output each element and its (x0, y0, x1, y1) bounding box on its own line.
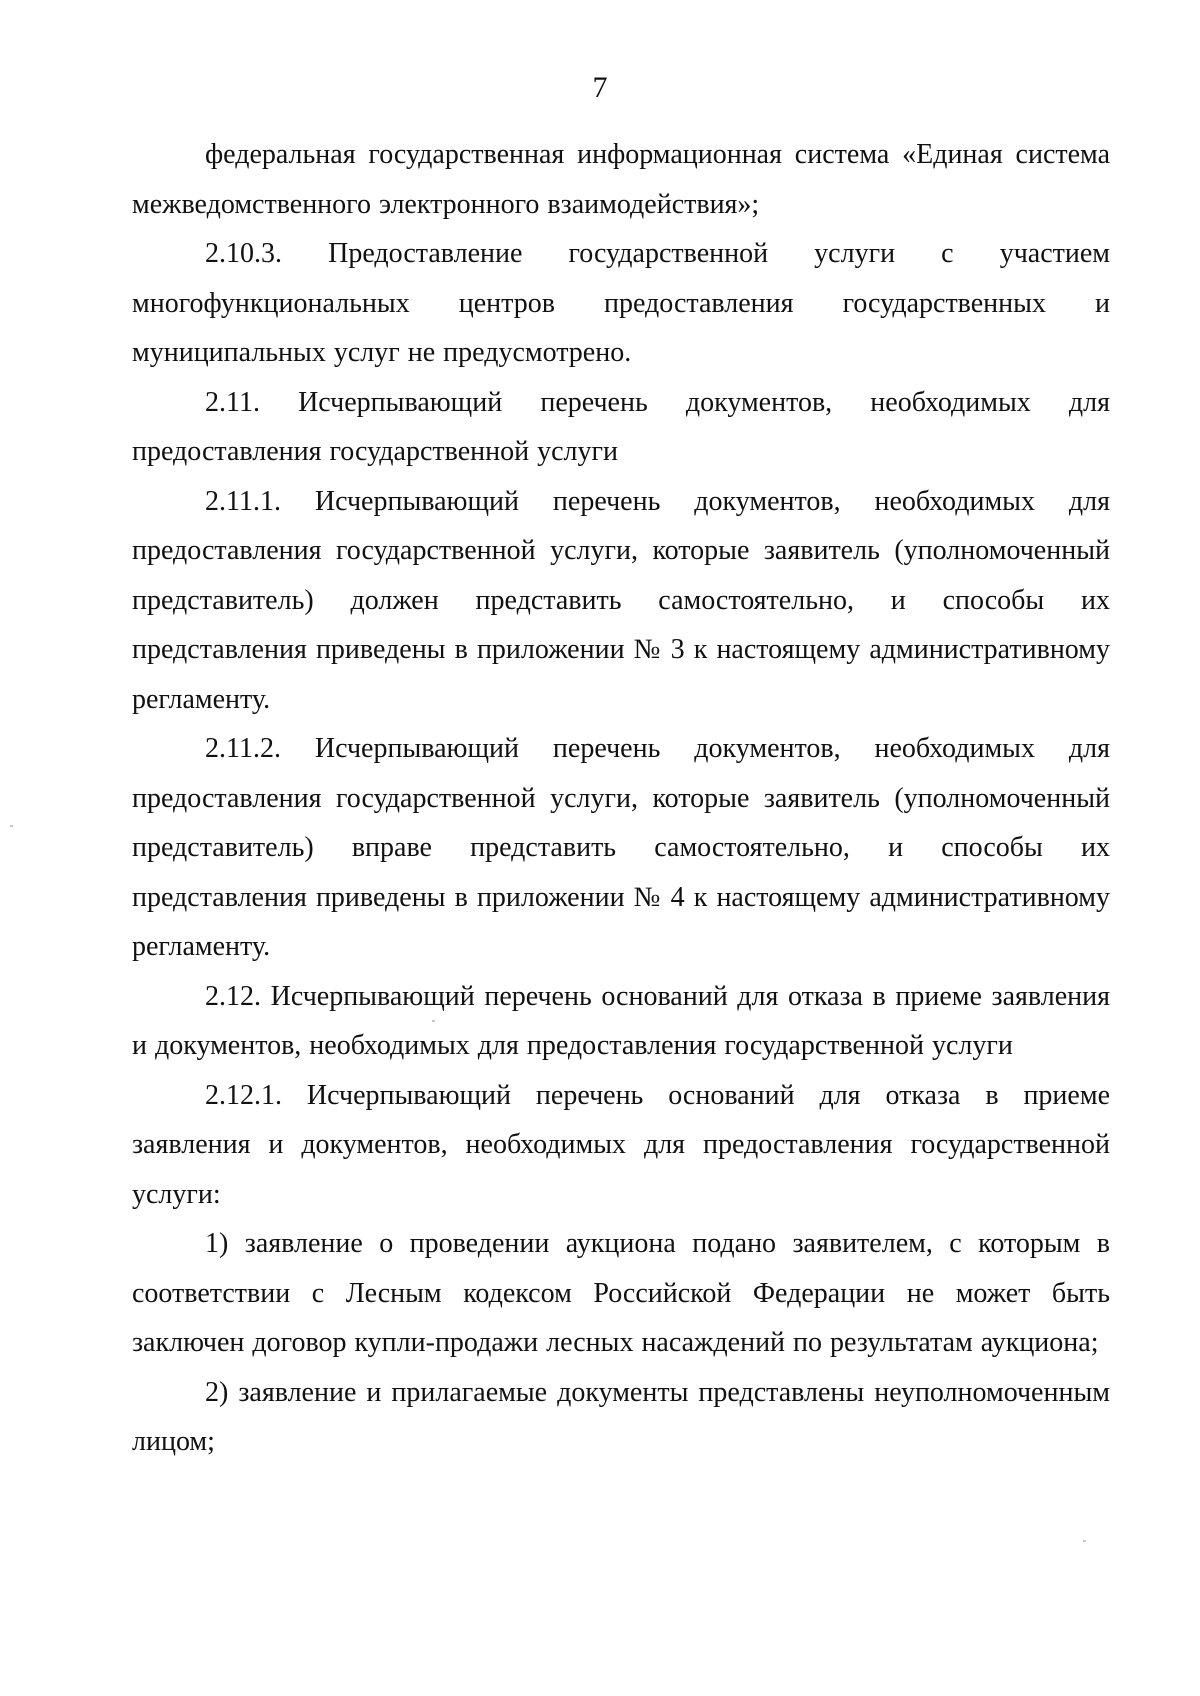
paragraph-2-11: 2.11. Исчерпывающий перечень документов, необходимых для предоставления государственной услуги (132, 386, 1110, 467)
scan-artifact (432, 1020, 435, 1022)
scan-artifact (10, 825, 13, 827)
document-body (132, 130, 1110, 1467)
paragraph-2-11-1: 2.11.1. Исчерпывающий перечень документов, необходимых для предоставления государственной услуги, которые заявитель (уполномоченный представитель) должен представить самостоятельно, и способы их представления приведены в приложении № 3 к настоящему административному регламенту. (132, 485, 1110, 715)
paragraph-2-12: 2.12. Исчерпывающий перечень оснований для отказа в приеме заявления и документов, необходимых для предоставления государственной услуги (132, 980, 1110, 1061)
paragraph-2-12-1: 2.12.1. Исчерпывающий перечень оснований для отказа в приеме заявления и документов, необходимых для предоставления государственной услуги: (132, 1079, 1110, 1210)
paragraph-2-10-3: 2.10.3. Предоставление государственной услуги с участием многофункциональных центров предоставления государственных и муниципальных услуг не предусмотрено. (132, 238, 1110, 368)
page-number: 7 (592, 71, 608, 104)
paragraph-gis-smev: федеральная государственная информационная система «Единая система межведомственного электронного взаимодействия»; (132, 139, 1110, 220)
paragraph-2-11-2: 2.11.2. Исчерпывающий перечень документов, необходимых для предоставления государственной услуги, которые заявитель (уполномоченный представитель) вправе представить самостоятельно, и способы их представления приведены в приложении № 4 к настоящему административному регламенту. (132, 733, 1110, 962)
scan-artifact (1083, 1540, 1086, 1542)
list-item-1: 1) заявление о проведении аукциона подано заявителем, с которым в соответствии с Лесным кодексом Российской Федерации не может быть заключен договор купли-продажи лесных насаждений по результатам аукциона; (132, 1228, 1110, 1358)
list-item-2: 2) заявление и прилагаемые документы представлены неуполномоченным лицом; (132, 1376, 1110, 1457)
